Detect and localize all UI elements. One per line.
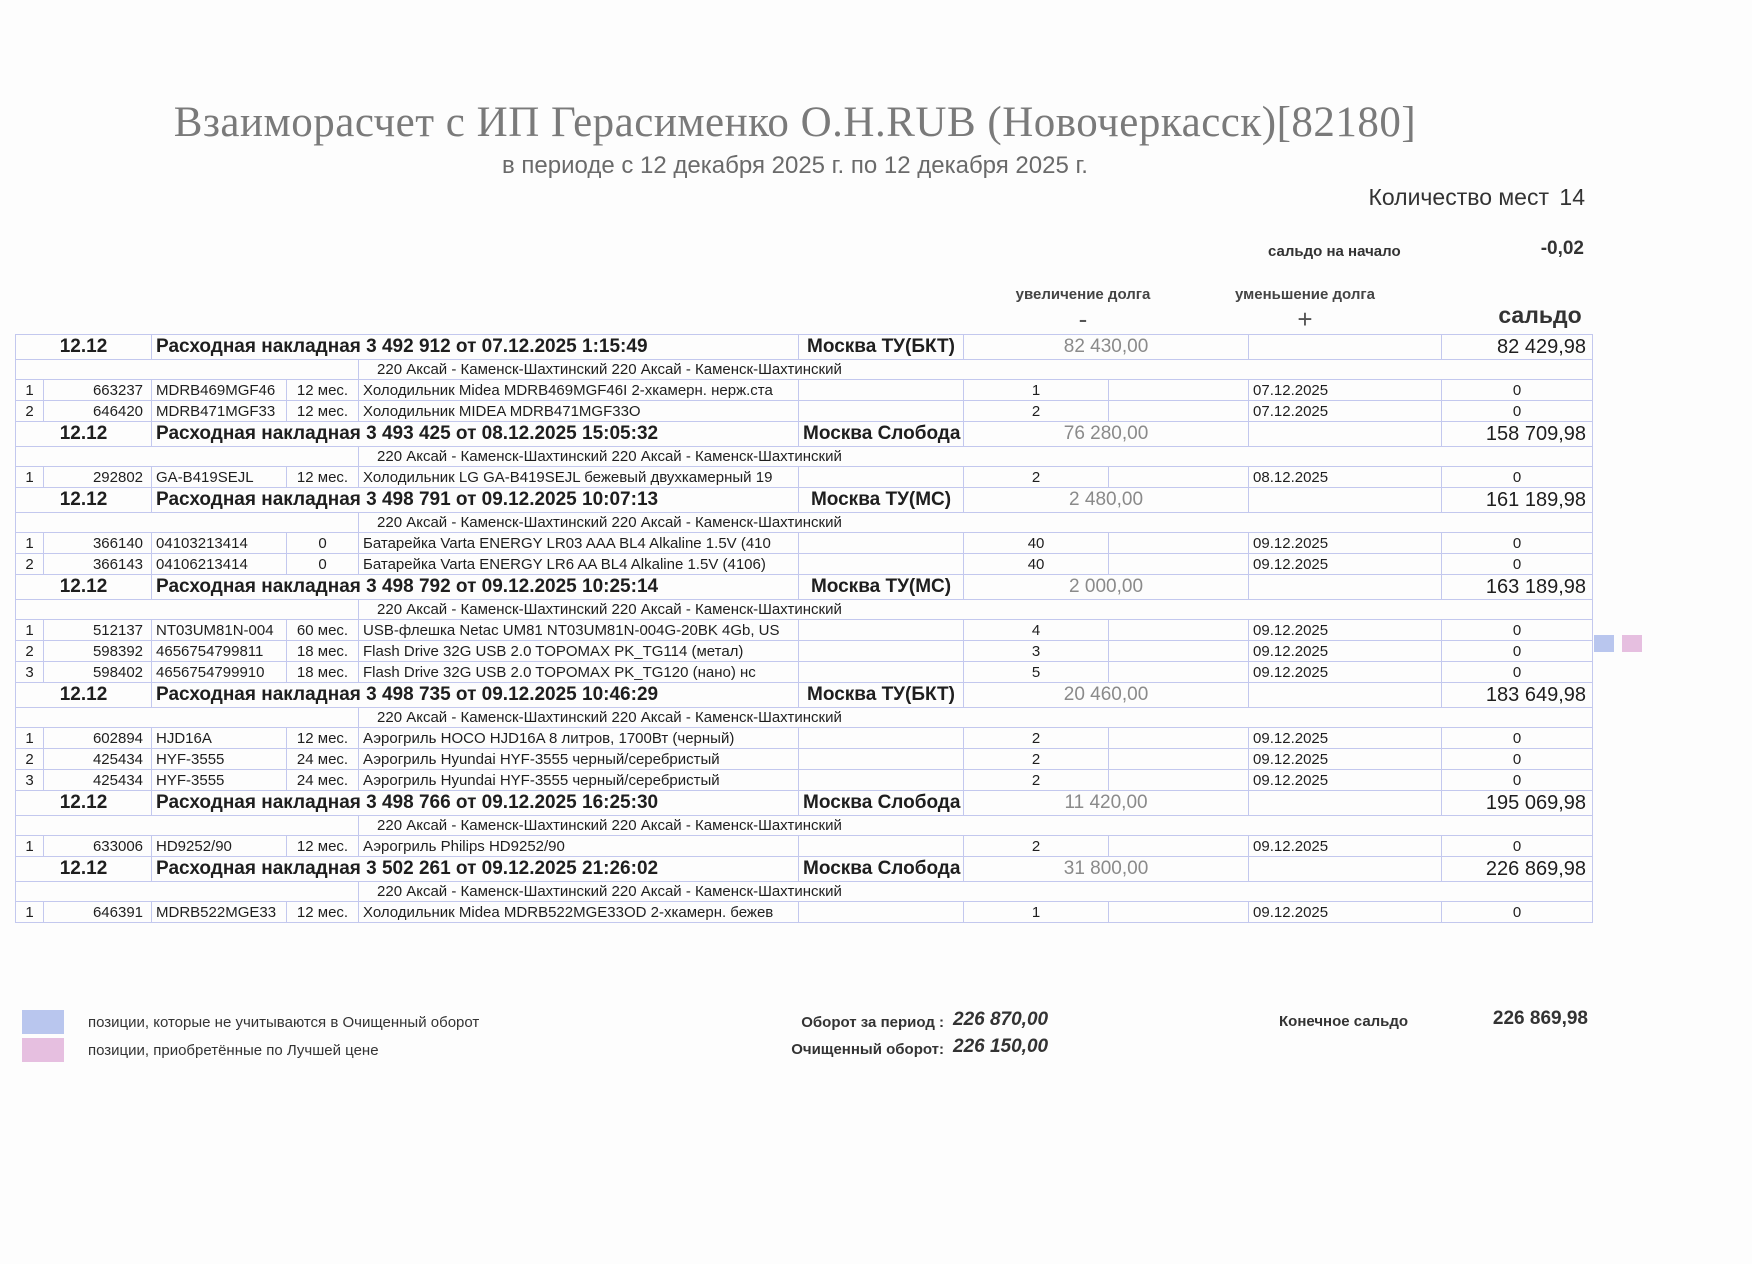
item-empty-cell (799, 770, 964, 791)
invoice-date: 12.12 (16, 488, 152, 513)
delivery-route: 220 Аксай - Каменск-Шахтинский 220 Аксай - Каменск-Шахтинский (359, 708, 1593, 728)
route-row (16, 708, 1593, 728)
invoice-debt-increase: 20 460,00 (964, 683, 1249, 708)
invoice-balance: 195 069,98 (1442, 791, 1593, 816)
item-quantity: 1 (964, 380, 1109, 401)
invoice-date: 12.12 (16, 791, 152, 816)
item-empty-cell (799, 728, 964, 749)
invoice-debt-decrease (1249, 683, 1442, 708)
item-empty-cell (799, 902, 964, 923)
turnover-label: Оборот за период : (801, 1014, 944, 1031)
item-row (16, 620, 1593, 641)
invoice-debt-decrease (1249, 575, 1442, 600)
report-period: в периоде с 12 декабря 2025 г. по 12 декабря 2025 г. (502, 152, 1088, 179)
item-empty-cell (799, 749, 964, 770)
item-row (16, 467, 1593, 488)
invoice-balance: 161 189,98 (1442, 488, 1593, 513)
item-code: 512137 (44, 620, 152, 641)
item-quantity: 4 (964, 620, 1109, 641)
item-balance: 0 (1442, 749, 1593, 770)
column-header-decrease: уменьшение долга (1235, 286, 1375, 303)
item-empty-cell (1109, 728, 1249, 749)
item-name: Аэрогриль HOCO HJD16A 8 литров, 1700Вт (черный) (359, 728, 799, 749)
invoice-debt-decrease (1249, 791, 1442, 816)
item-number: 2 (16, 401, 44, 422)
invoice-warehouse: Москва Слобода (799, 422, 964, 447)
item-date: 07.12.2025 (1249, 380, 1442, 401)
item-name: Холодильник MIDEA MDRB471MGF33O (359, 401, 799, 422)
item-date: 09.12.2025 (1249, 836, 1442, 857)
legend-swatch-pink (22, 1038, 64, 1062)
item-balance: 0 (1442, 662, 1593, 683)
item-code: 598392 (44, 641, 152, 662)
item-row (16, 728, 1593, 749)
item-code: 633006 (44, 836, 152, 857)
item-quantity: 40 (964, 554, 1109, 575)
item-article: HYF-3555 (152, 770, 287, 791)
item-warranty: 12 мес. (287, 902, 359, 923)
item-empty-cell (1109, 770, 1249, 791)
delivery-route: 220 Аксай - Каменск-Шахтинский 220 Аксай - Каменск-Шахтинский (359, 816, 1593, 836)
item-article: 04106213414 (152, 554, 287, 575)
route-row (16, 600, 1593, 620)
route-row (16, 816, 1593, 836)
legend-best-price-text: позиции, приобретённые по Лучшей цене (88, 1041, 379, 1059)
invoice-row (16, 683, 1593, 708)
places-value: 14 (1559, 184, 1585, 210)
invoice-warehouse: Москва Слобода (799, 791, 964, 816)
item-name: Аэрогриль Philips HD9252/90 (359, 836, 799, 857)
item-empty-cell (799, 401, 964, 422)
final-balance-label: Конечное сальдо (1279, 1013, 1409, 1030)
item-name: Батарейка Varta ENERGY LR03 AAA BL4 Alkaline 1.5V (410 (359, 533, 799, 554)
item-quantity: 1 (964, 902, 1109, 923)
invoice-row (16, 791, 1593, 816)
item-warranty: 18 мес. (287, 662, 359, 683)
invoice-debt-decrease (1249, 335, 1442, 360)
item-article: 4656754799910 (152, 662, 287, 683)
item-article: MDRB522MGE33 (152, 902, 287, 923)
item-number: 1 (16, 836, 44, 857)
item-number: 2 (16, 749, 44, 770)
item-balance: 0 (1442, 467, 1593, 488)
invoice-warehouse: Москва ТУ(БКТ) (799, 335, 964, 360)
item-article: HD9252/90 (152, 836, 287, 857)
item-empty-cell (1109, 662, 1249, 683)
item-empty-cell (799, 662, 964, 683)
item-name: Холодильник Midea MDRB469MGF46I 2-хкамерн. нерж.ста (359, 380, 799, 401)
item-quantity: 2 (964, 770, 1109, 791)
clean-turnover-value: 226 150,00 (953, 1036, 1049, 1057)
invoice-debt-increase: 11 420,00 (964, 791, 1249, 816)
item-name: Батарейка Varta ENERGY LR6 AA BL4 Alkaline 1.5V (4106) (359, 554, 799, 575)
item-row (16, 554, 1593, 575)
item-empty-cell (1109, 401, 1249, 422)
item-balance: 0 (1442, 770, 1593, 791)
item-quantity: 2 (964, 728, 1109, 749)
item-date: 09.12.2025 (1249, 770, 1442, 791)
item-date: 08.12.2025 (1249, 467, 1442, 488)
delivery-route: 220 Аксай - Каменск-Шахтинский 220 Аксай - Каменск-Шахтинский (359, 360, 1593, 380)
invoice-warehouse: Москва Слобода (799, 857, 964, 882)
delivery-route: 220 Аксай - Каменск-Шахтинский 220 Аксай - Каменск-Шахтинский (359, 882, 1593, 902)
invoice-document: Расходная накладная 3 498 792 от 09.12.2025 10:25:14 (152, 575, 799, 600)
item-code: 366143 (44, 554, 152, 575)
plus-sign: + (1297, 304, 1313, 334)
item-quantity: 2 (964, 749, 1109, 770)
legend-not-counted (22, 1010, 479, 1034)
item-row (16, 380, 1593, 401)
route-row (16, 513, 1593, 533)
invoice-debt-increase: 76 280,00 (964, 422, 1249, 447)
item-balance: 0 (1442, 902, 1593, 923)
item-row (16, 641, 1593, 662)
margin-mark-blue (1594, 635, 1614, 652)
invoice-row (16, 857, 1593, 882)
invoice-balance: 82 429,98 (1442, 335, 1593, 360)
ledger-table (15, 334, 1593, 923)
route-row (16, 447, 1593, 467)
item-quantity: 3 (964, 641, 1109, 662)
item-empty-cell (799, 380, 964, 401)
item-date: 09.12.2025 (1249, 533, 1442, 554)
item-balance: 0 (1442, 836, 1593, 857)
item-row (16, 902, 1593, 923)
invoice-balance: 226 869,98 (1442, 857, 1593, 882)
invoice-row (16, 575, 1593, 600)
item-empty-cell (799, 836, 964, 857)
item-code: 425434 (44, 770, 152, 791)
item-name: Холодильник LG GA-B419SEJL бежевый двухкамерный 19 (359, 467, 799, 488)
item-empty-cell (1109, 836, 1249, 857)
route-spacer (16, 708, 359, 728)
item-warranty: 12 мес. (287, 728, 359, 749)
item-article: MDRB469MGF46 (152, 380, 287, 401)
item-balance: 0 (1442, 380, 1593, 401)
item-empty-cell (1109, 902, 1249, 923)
item-date: 09.12.2025 (1249, 902, 1442, 923)
delivery-route: 220 Аксай - Каменск-Шахтинский 220 Аксай - Каменск-Шахтинский (359, 513, 1593, 533)
legend-not-counted-text: позиции, которые не учитываются в Очищенный оборот (88, 1013, 480, 1031)
invoice-debt-increase: 31 800,00 (964, 857, 1249, 882)
item-quantity: 5 (964, 662, 1109, 683)
item-name: Аэрогриль Hyundai HYF-3555 черный/серебристый (359, 749, 799, 770)
margin-mark-pink (1622, 635, 1642, 652)
invoice-date: 12.12 (16, 422, 152, 447)
item-warranty: 0 (287, 533, 359, 554)
invoice-date: 12.12 (16, 575, 152, 600)
report-title: Взаиморасчет с ИП Герасименко О.Н.RUB (Новочеркасск)[82180] (173, 99, 1417, 146)
item-article: 4656754799811 (152, 641, 287, 662)
route-spacer (16, 600, 359, 620)
item-empty-cell (1109, 533, 1249, 554)
invoice-row (16, 422, 1593, 447)
invoice-document: Расходная накладная 3 493 425 от 08.12.2025 15:05:32 (152, 422, 799, 447)
item-warranty: 18 мес. (287, 641, 359, 662)
item-code: 602894 (44, 728, 152, 749)
item-warranty: 12 мес. (287, 836, 359, 857)
item-empty-cell (1109, 554, 1249, 575)
item-code: 366140 (44, 533, 152, 554)
item-empty-cell (799, 620, 964, 641)
item-date: 09.12.2025 (1249, 728, 1442, 749)
item-balance: 0 (1442, 533, 1593, 554)
item-name: USB-флешка Netac UM81 NT03UM81N-004G-20BK 4Gb, US (359, 620, 799, 641)
item-warranty: 60 мес. (287, 620, 359, 641)
invoice-date: 12.12 (16, 683, 152, 708)
item-quantity: 2 (964, 401, 1109, 422)
invoice-row (16, 335, 1593, 360)
item-number: 1 (16, 902, 44, 923)
item-article: 04103213414 (152, 533, 287, 554)
item-empty-cell (1109, 749, 1249, 770)
invoice-document: Расходная накладная 3 498 766 от 09.12.2025 16:25:30 (152, 791, 799, 816)
item-number: 3 (16, 662, 44, 683)
item-number: 2 (16, 641, 44, 662)
item-balance: 0 (1442, 620, 1593, 641)
item-warranty: 12 мес. (287, 380, 359, 401)
invoice-debt-increase: 82 430,00 (964, 335, 1249, 360)
item-code: 646391 (44, 902, 152, 923)
item-quantity: 2 (964, 836, 1109, 857)
route-row (16, 882, 1593, 902)
item-code: 663237 (44, 380, 152, 401)
item-number: 1 (16, 467, 44, 488)
invoice-warehouse: Москва ТУ(МС) (799, 575, 964, 600)
item-warranty: 0 (287, 554, 359, 575)
clean-turnover-label: Очищенный оборот: (791, 1041, 944, 1058)
item-row (16, 401, 1593, 422)
invoice-warehouse: Москва ТУ(БКТ) (799, 683, 964, 708)
item-empty-cell (799, 641, 964, 662)
item-empty-cell (1109, 641, 1249, 662)
invoice-debt-decrease (1249, 422, 1442, 447)
column-header-balance: сальдо (1498, 302, 1582, 328)
invoice-date: 12.12 (16, 335, 152, 360)
invoice-balance: 158 709,98 (1442, 422, 1593, 447)
item-number: 2 (16, 554, 44, 575)
item-empty-cell (1109, 467, 1249, 488)
item-empty-cell (799, 467, 964, 488)
item-code: 646420 (44, 401, 152, 422)
invoice-date: 12.12 (16, 857, 152, 882)
item-date: 09.12.2025 (1249, 620, 1442, 641)
item-warranty: 24 мес. (287, 749, 359, 770)
item-row (16, 770, 1593, 791)
opening-balance-label: сальдо на начало (1268, 243, 1401, 260)
item-quantity: 40 (964, 533, 1109, 554)
item-balance: 0 (1442, 554, 1593, 575)
places-label: Количество мест (1368, 184, 1550, 210)
minus-sign: - (1078, 304, 1088, 334)
invoice-balance: 183 649,98 (1442, 683, 1593, 708)
invoice-document: Расходная накладная 3 502 261 от 09.12.2025 21:26:02 (152, 857, 799, 882)
item-article: NT03UM81N-004 (152, 620, 287, 641)
item-date: 07.12.2025 (1249, 401, 1442, 422)
item-warranty: 12 мес. (287, 467, 359, 488)
item-number: 1 (16, 533, 44, 554)
route-spacer (16, 447, 359, 467)
item-balance: 0 (1442, 401, 1593, 422)
item-article: HYF-3555 (152, 749, 287, 770)
invoice-document: Расходная накладная 3 498 735 от 09.12.2025 10:46:29 (152, 683, 799, 708)
item-balance: 0 (1442, 641, 1593, 662)
route-spacer (16, 882, 359, 902)
item-date: 09.12.2025 (1249, 749, 1442, 770)
invoice-debt-decrease (1249, 857, 1442, 882)
turnover-value: 226 870,00 (953, 1009, 1049, 1030)
item-article: GA-B419SEJL (152, 467, 287, 488)
item-row (16, 662, 1593, 683)
item-number: 1 (16, 728, 44, 749)
invoice-balance: 163 189,98 (1442, 575, 1593, 600)
item-quantity: 2 (964, 467, 1109, 488)
item-article: MDRB471MGF33 (152, 401, 287, 422)
item-name: Холодильник Midea MDRB522MGE33OD 2-хкамерн. бежев (359, 902, 799, 923)
margin-marks (1594, 635, 1642, 652)
invoice-row (16, 488, 1593, 513)
route-row (16, 360, 1593, 380)
invoice-debt-decrease (1249, 488, 1442, 513)
item-empty-cell (1109, 380, 1249, 401)
item-code: 598402 (44, 662, 152, 683)
item-number: 3 (16, 770, 44, 791)
invoice-document: Расходная накладная 3 498 791 от 09.12.2025 10:07:13 (152, 488, 799, 513)
route-spacer (16, 816, 359, 836)
item-warranty: 24 мес. (287, 770, 359, 791)
item-number: 1 (16, 620, 44, 641)
legend-swatch-blue (22, 1010, 64, 1034)
item-name: Flash Drive 32G USB 2.0 TOPOMAX PK_TG114 (метал) (359, 641, 799, 662)
item-row (16, 533, 1593, 554)
item-name: Flash Drive 32G USB 2.0 TOPOMAX PK_TG120 (нано) нс (359, 662, 799, 683)
item-number: 1 (16, 380, 44, 401)
invoice-document: Расходная накладная 3 492 912 от 07.12.2025 1:15:49 (152, 335, 799, 360)
item-article: HJD16A (152, 728, 287, 749)
item-date: 09.12.2025 (1249, 554, 1442, 575)
final-balance-value: 226 869,98 (1492, 1008, 1588, 1029)
invoice-debt-increase: 2 000,00 (964, 575, 1249, 600)
opening-balance-value: -0,02 (1540, 238, 1584, 259)
delivery-route: 220 Аксай - Каменск-Шахтинский 220 Аксай - Каменск-Шахтинский (359, 600, 1593, 620)
delivery-route: 220 Аксай - Каменск-Шахтинский 220 Аксай - Каменск-Шахтинский (359, 447, 1593, 467)
item-date: 09.12.2025 (1249, 662, 1442, 683)
item-code: 292802 (44, 467, 152, 488)
item-date: 09.12.2025 (1249, 641, 1442, 662)
legend-best-price (22, 1038, 379, 1062)
column-header-increase: увеличение долга (1015, 286, 1151, 303)
item-row (16, 749, 1593, 770)
route-spacer (16, 360, 359, 380)
places-count (1364, 184, 1585, 211)
invoice-warehouse: Москва ТУ(МС) (799, 488, 964, 513)
item-warranty: 12 мес. (287, 401, 359, 422)
item-balance: 0 (1442, 728, 1593, 749)
item-empty-cell (1109, 620, 1249, 641)
item-row (16, 836, 1593, 857)
item-code: 425434 (44, 749, 152, 770)
item-empty-cell (799, 533, 964, 554)
route-spacer (16, 513, 359, 533)
invoice-debt-increase: 2 480,00 (964, 488, 1249, 513)
item-empty-cell (799, 554, 964, 575)
item-name: Аэрогриль Hyundai HYF-3555 черный/серебристый (359, 770, 799, 791)
